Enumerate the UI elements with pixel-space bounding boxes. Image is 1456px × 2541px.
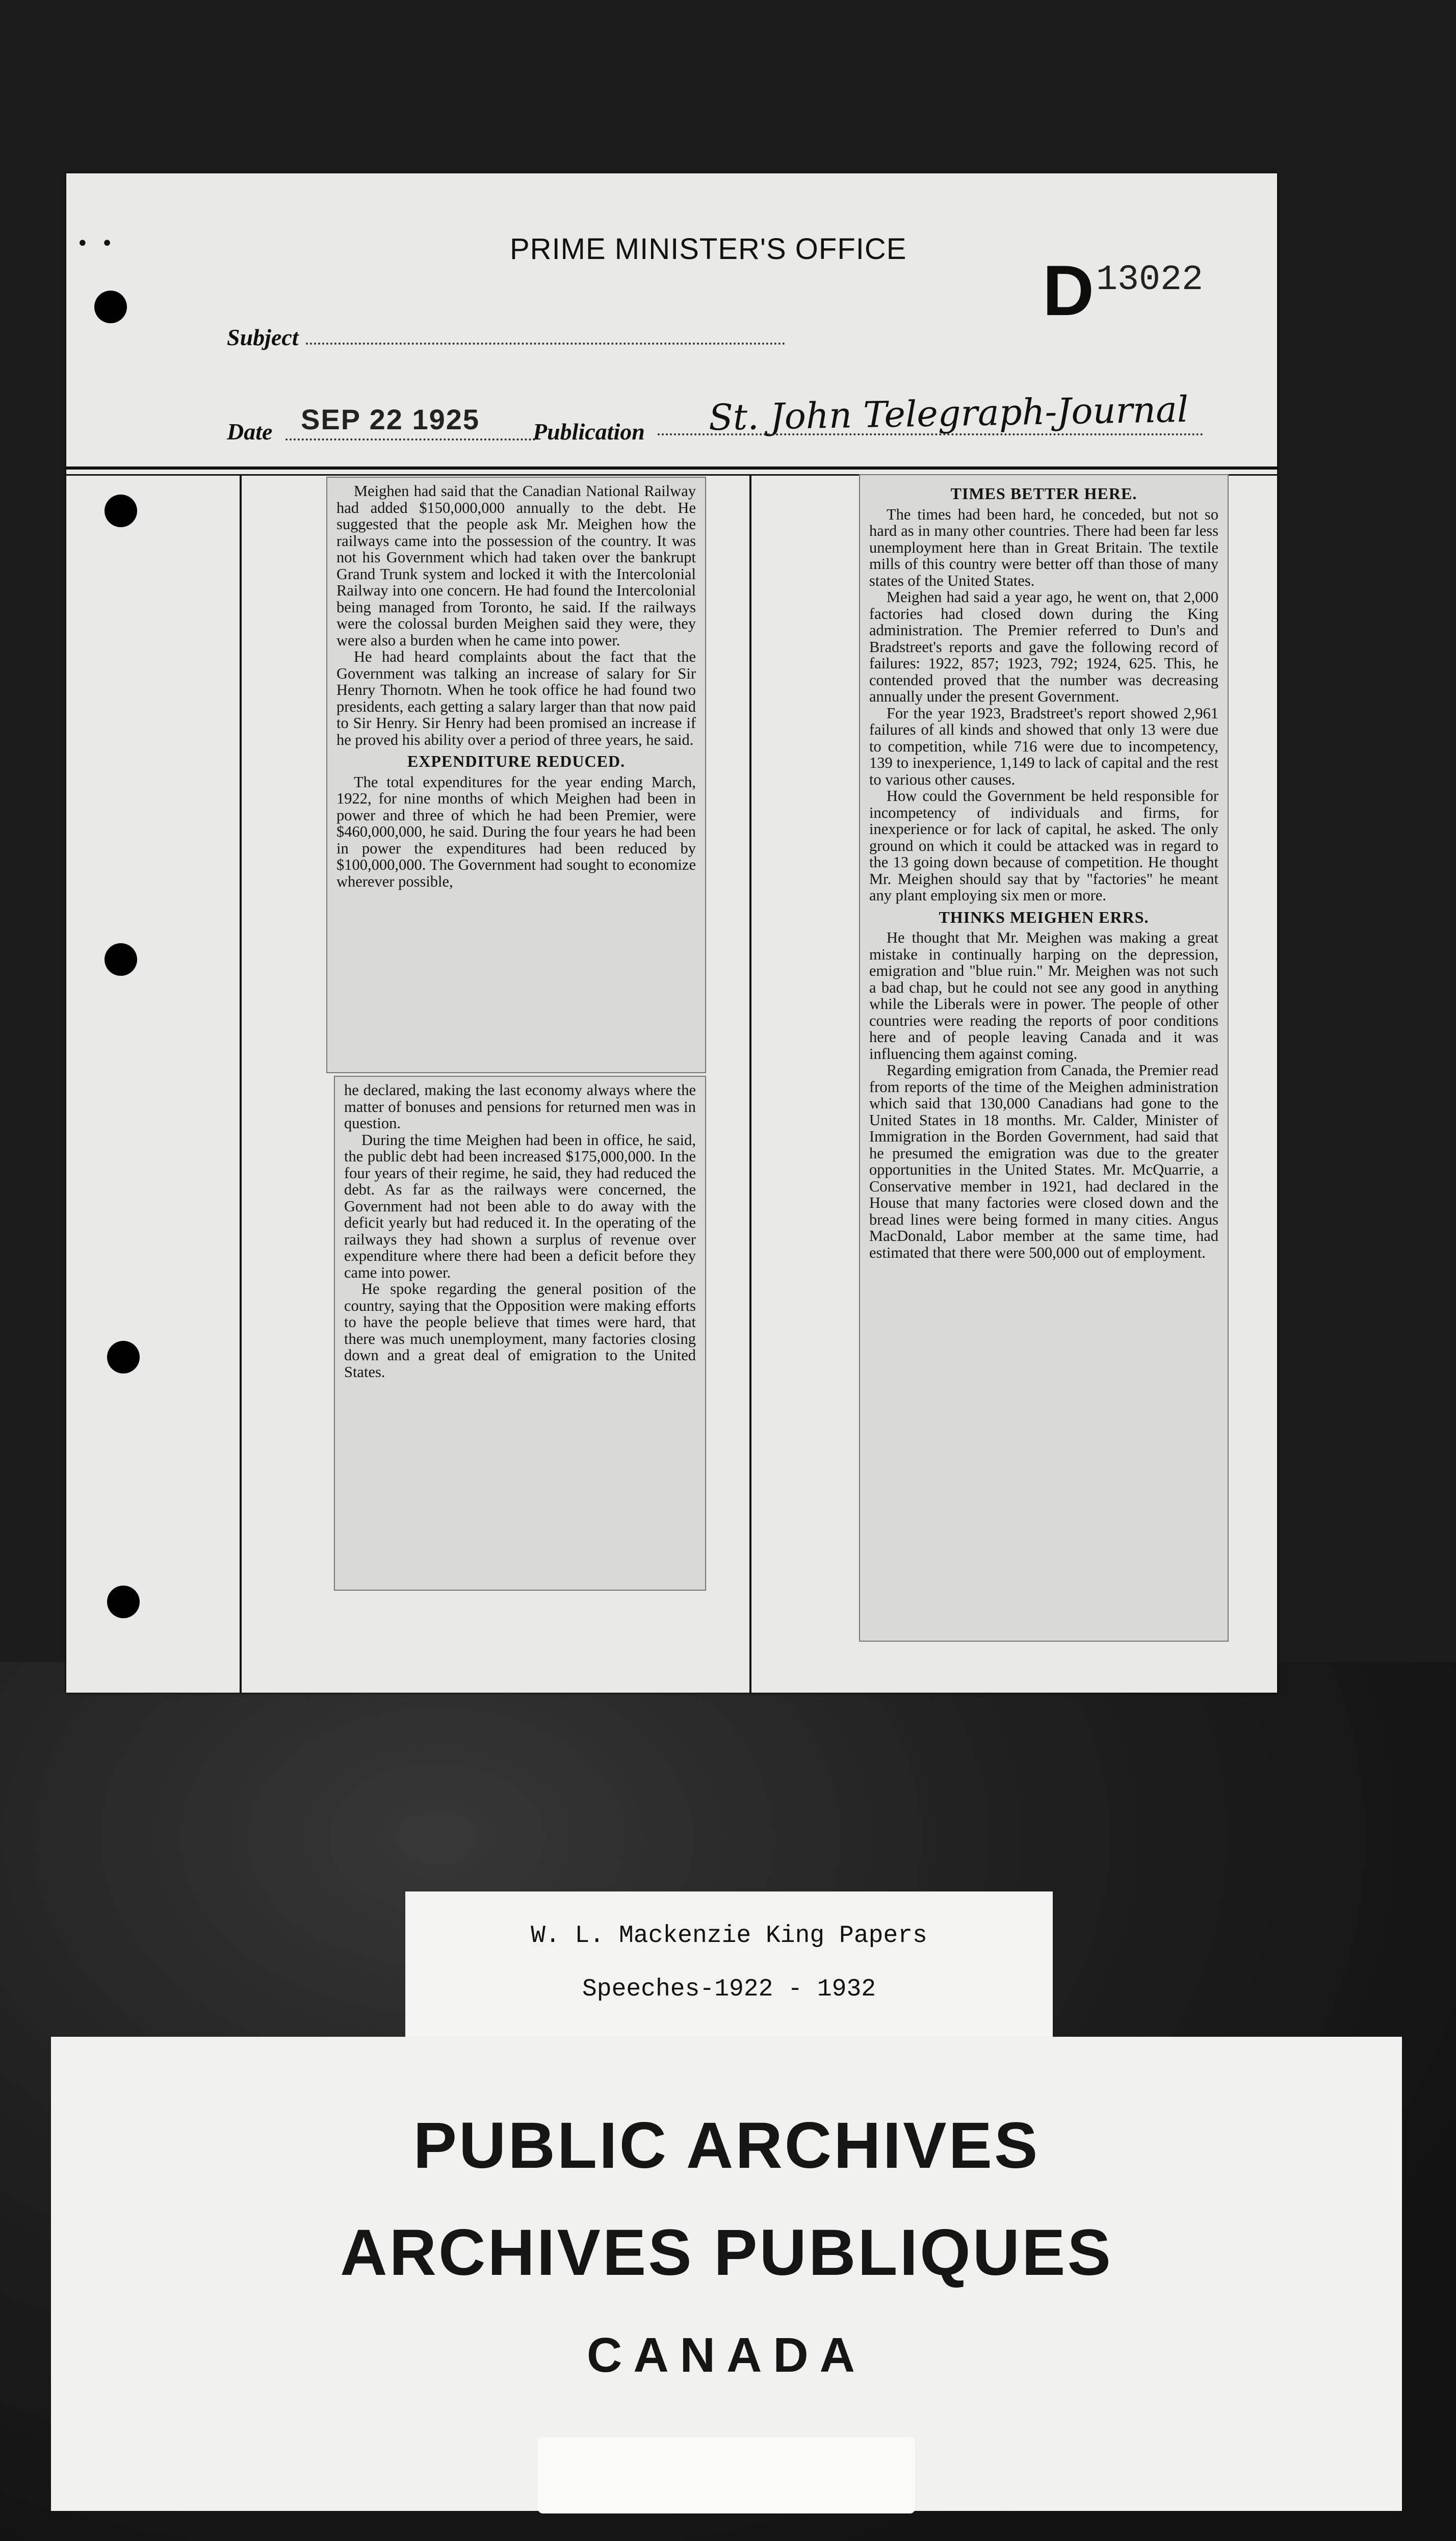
collection-label-card — [405, 1891, 1053, 2037]
archives-country: CANADA — [587, 2328, 866, 2382]
clipping-left-lower — [334, 1076, 706, 1591]
article-heading: TIMES BETTER HERE. — [950, 484, 1137, 503]
article-paragraph: The times had been hard, he conceded, but not so hard as in many other countries. There had been far less unemployment here than in Great Britain. The textile mills of this country were better off than those of many states of the United States. — [869, 505, 1218, 589]
publication-label: Publication — [533, 419, 645, 445]
article-paragraph: Regarding emigration from Canada, the Premier read from reports of the time of the Meighen administration which said that 130,000 Canadians had gone to the United States in 18 months. Mr. Calder, Minister of Immigration in the Borden Government, had said that he presumed the emigration was due to the greater opportunities in the United States. Mr. McQuarrie, a Conservative member in 1921, had declared in the House that many factories were closed down and the bread lines were being formed in many cities. Angus MacDonald, Labor member at the same time, had estimated that there were 500,000 out of employment. — [869, 1061, 1218, 1261]
collection-name: W. L. Mackenzie King Papers — [531, 1922, 927, 1950]
publication-handwritten: St. John Telegraph-Journal — [708, 388, 1189, 439]
card-tab — [538, 2437, 915, 2513]
collection-series: Speeches-1922 - 1932 — [582, 1976, 876, 2003]
archives-title-en: PUBLIC ARCHIVES — [413, 2109, 1040, 2182]
article-paragraph: Meighen had said that the Canadian National Railway had added $150,000,000 annually to the debt. He suggested that the people ask Mr. Meighen how the railways came into the possession of the country. It was not his Government which had taken over the bankrupt Grand Trunk system and locked it with the Intercolonial Railway into one concern. He had found the Intercolonial being managed from Toronto, he said. If the railways were the colossal burden Meighen said they were, they were also a burden when he came into power. — [336, 482, 696, 649]
punch-hole — [94, 291, 127, 323]
subject-label: Subject — [227, 324, 299, 350]
article-paragraph: he declared, making the last economy always where the matter of bonuses and pensions for returned men was in question. — [344, 1081, 696, 1132]
date-label: Date — [227, 419, 273, 445]
article-paragraph: He thought that Mr. Meighen was making a great mistake in continually harping on the depression, emigration and "blue ruin." Mr. Meighen was not such a bad chap, but he could not see any good in anything while the Liberals were in power. The people of other countries were reading the reports of poor conditions here and of people leaving Canada and it was influencing them against coming. — [869, 929, 1218, 1062]
article-paragraph: For the year 1923, Bradstreet's report showed 2,961 failures of all kinds and showed that only 13 were due to competition, while 716 were due to incompetency, 139 to inexperience, 1,149 to lack of capital and the rest to various other causes. — [869, 704, 1218, 788]
archives-title-fr: ARCHIVES PUBLIQUES — [340, 2216, 1113, 2289]
punch-hole — [107, 1586, 140, 1618]
office-title: PRIME MINISTER'S OFFICE — [510, 232, 907, 266]
article-paragraph: He spoke regarding the general position of the country, saying that the Opposition were making efforts to have the people believe that times were hard, that there was much unemployment, many factories closing down and a great deal of emigration to the United States. — [344, 1280, 696, 1381]
header-rule — [66, 466, 1277, 470]
article-paragraph: He had heard complaints about the fact that the Government was talking an increase of salary for Sir Henry Thornotn. When he took office he had found two presidents, each getting a salary larger than that now paid to Sir Henry. Sir Henry had been promised an increase if he proved his ability over a period of three years, he said. — [336, 648, 696, 748]
article-paragraph: The total expenditures for the year ending March, 1922, for nine months of which Meighen had been in power and three of which he had been Premier, were $460,000,000, he said. During the four years he had been in power the expenditures had been reduced by $100,000,000. The Government had sought to economize wherever possible, — [336, 773, 696, 890]
punch-hole — [105, 495, 137, 527]
punch-hole — [107, 1341, 140, 1373]
margin-rule — [240, 476, 242, 1693]
document-number: 13022 — [1096, 260, 1204, 300]
corner-marks: • • — [76, 232, 116, 255]
article-paragraph: How could the Government be held responsible for incompetency of individuals and firms, for inexperience or for lack of capital, he asked. The only ground on which it could be attacked was in regard to the 13 going down because of competition. He thought Mr. Meighen should say that by "factories" he meant any plant employing six men or more. — [869, 787, 1218, 904]
publication-line — [658, 433, 1203, 435]
article-heading: EXPENDITURE REDUCED. — [407, 752, 626, 770]
subject-line — [306, 343, 785, 345]
document-letter: D — [1043, 250, 1095, 330]
date-line — [285, 438, 535, 440]
date-stamp: SEP 22 1925 — [301, 403, 480, 435]
article-paragraph: Meighen had said a year ago, he went on, that 2,000 factories had closed down during the King administration. The Premier referred to Dun's and Bradstreet's reports and gave the following record of failures: 1922, 857; 1923, 792; 1924, 625. This, he contended proved that the number was decreasing annually under the present Government. — [869, 588, 1218, 705]
article-paragraph: During the time Meighen had been in office, he said, the public debt had been increased $175,000,000. In the four years of their regime, he said, they had reduced the debt. As far as the railways were concerned, the Government had not been able to do away with the deficit yearly but had reduced it. In the operating of the railways they had shown a surplus of revenue over expenditure where there had been a deficit before they came into power. — [344, 1131, 696, 1281]
punch-hole — [105, 943, 137, 976]
clipping-right — [859, 474, 1229, 1642]
column-rule — [749, 476, 751, 1693]
article-heading: THINKS MEIGHEN ERRS. — [939, 908, 1149, 926]
clipping-left-upper — [326, 477, 706, 1073]
